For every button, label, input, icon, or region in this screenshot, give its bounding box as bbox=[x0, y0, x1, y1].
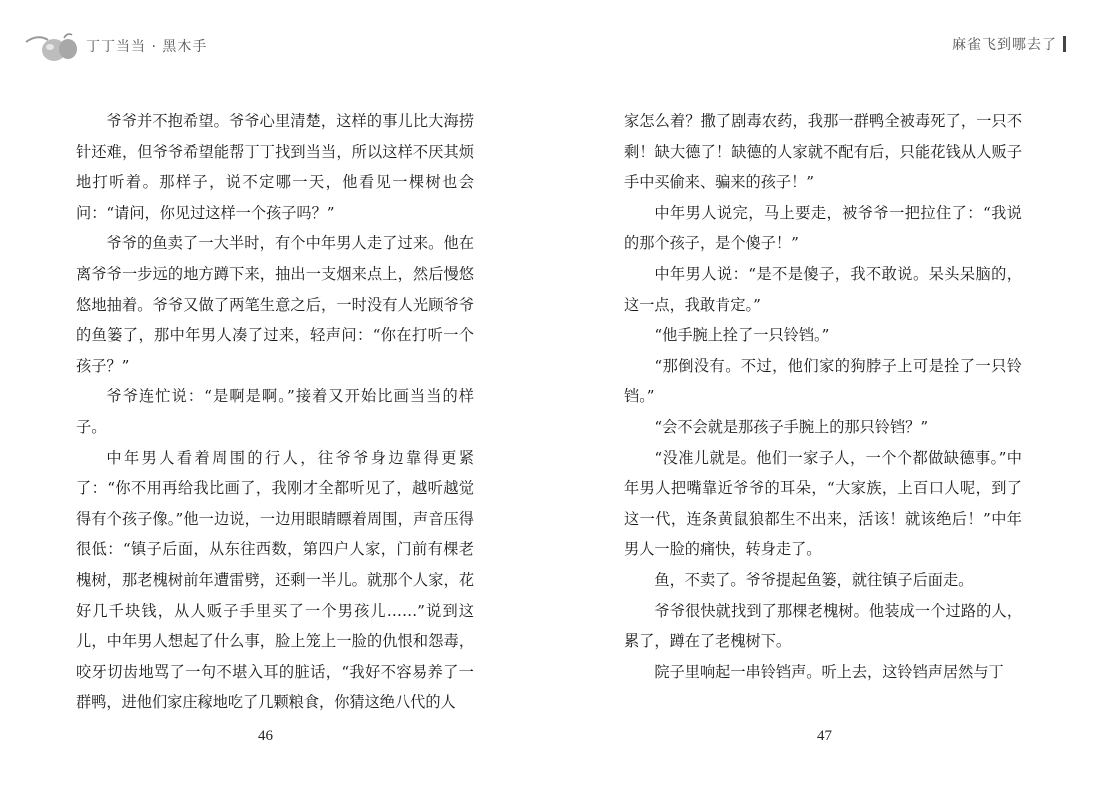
paragraph: 中年男人看着周围的行人，往爷爷身边靠得更紧了：“你不用再给我比画了，我刚才全都听见了，越听越觉得有个孩子像。”他一边说，一边用眼睛瞟着周围，声音压得很低：“镇子后面，从东往西数，第四户人家，门前有棵老槐树，那老槐树前年遭雷劈，还剩一半儿。就那个人家，花好几千块钱，从人贩子手里买了一个男孩儿……”说到这儿，中年男人想起了什么事，脸上笼上一脸的仇恨和怨毒，咬牙切齿地骂了一句不堪入耳的脏话，“我好不容易养了一群鸭，进他们家庄稼地吃了几颗粮食，你猜这绝八代的人 bbox=[76, 448, 474, 712]
running-header-left bbox=[24, 26, 207, 66]
paragraph: 中年男人说：“是不是傻子，我不敢说。呆头呆脑的，这一点，我敢肯定。” bbox=[624, 264, 1022, 314]
paragraph: 爷爷连忙说：“是啊是啊。”接着又开始比画当当的样子。 bbox=[76, 387, 474, 436]
paragraph: “他手腕上拴了一只铃铛。” bbox=[654, 326, 830, 345]
header-bar-mark bbox=[1063, 36, 1066, 52]
series-title: 丁丁当当 · 黑木手 bbox=[86, 39, 208, 55]
chapter-title: 麻雀飞到哪去了 bbox=[952, 37, 1057, 53]
right-page bbox=[548, 0, 1096, 786]
paragraph: “会不会就是那孩子手腕上的那只铃铛？” bbox=[654, 417, 929, 436]
paragraph: “那倒没有。不过，他们家的狗脖子上可是拴了一只铃铛。” bbox=[624, 356, 1022, 406]
paragraph: 院子里响起一串铃铛声。听上去，这铃铛声居然与丁 bbox=[654, 662, 1004, 681]
paragraph: 鱼，不卖了。爷爷提起鱼篓，就往镇子后面走。 bbox=[654, 570, 974, 589]
paragraph: “没准儿就是。他们一家子人，一个个都做缺德事。”中年男人把嘴靠近爷爷的耳朵，“大家族，上百口人呢，到了这一代，连条黄鼠狼都生不出来，活该！就该绝后！”中年男人一脸的痛快，转身走了。 bbox=[624, 448, 1022, 559]
left-page-body bbox=[76, 106, 474, 718]
page-number-left: 46 bbox=[258, 728, 273, 744]
paragraph: 爷爷并不抱希望。爷爷心里清楚，这样的事儿比大海捞针还难，但爷爷希望能帮丁丁找到当当，所以这样不厌其烦地打听着。那样子，说不定哪一天，他看见一棵树也会问：“请问，你见过这样一个孩子吗？” bbox=[76, 112, 474, 222]
paragraph: 爷爷很快就找到了那棵老槐树。他装成一个过路的人，累了，蹲在了老槐树下。 bbox=[624, 601, 1022, 651]
running-header-right bbox=[952, 34, 1066, 54]
paragraph-continued: 家怎么着？撒了剧毒农药，我那一群鸭全被毒死了，一只不剩！缺大德了！缺德的人家就不配有后，只能花钱从人贩子手中买偷来、骗来的孩子！” bbox=[624, 112, 1022, 192]
page-number-right: 47 bbox=[817, 728, 832, 744]
paragraph: 爷爷的鱼卖了一大半时，有个中年男人走了过来。他在离爷爷一步远的地方蹲下来，抽出一支烟来点上，然后慢悠悠地抽着。爷爷又做了两笔生意之后，一时没有人光顾爷爷的鱼篓了，那中年男人凑了过来，轻声问：“你在打听一个孩子？” bbox=[76, 234, 474, 375]
gourd-logo-icon bbox=[24, 28, 80, 64]
paragraph: 中年男人说完，马上要走，被爷爷一把拉住了：“我说的那个孩子，是个傻子！” bbox=[624, 203, 1022, 253]
right-page-body bbox=[624, 106, 1022, 687]
